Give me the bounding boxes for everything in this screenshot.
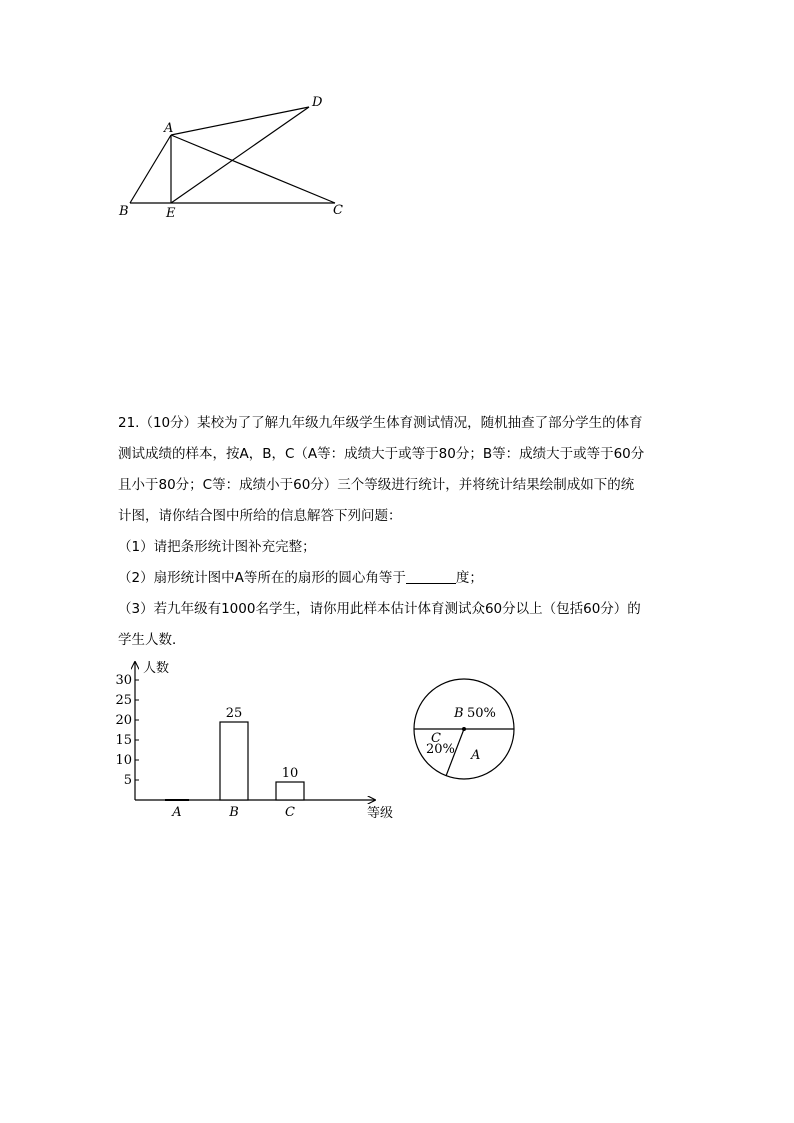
y-tick-label: 30	[115, 673, 132, 688]
bar-C	[276, 782, 304, 800]
pie-percent-B: 50%	[467, 706, 496, 721]
segment-AB	[130, 135, 171, 203]
bar-chart	[110, 655, 410, 825]
label-D: D	[312, 95, 323, 110]
question-3-line-2: 学生人数．	[118, 632, 186, 648]
segment-AC	[171, 135, 335, 203]
label-C: C	[333, 203, 343, 218]
question-1: （1）请把条形统计图补充完整；	[118, 539, 316, 555]
question-3-line-1: （3）若九年级有1000名学生，请你用此样本估计体育测试众60分以上（包括60分）的	[118, 601, 641, 617]
y-tick-label: 15	[115, 733, 132, 748]
problem-line-3: 且小于80分；C等：成绩小于60分）三个等级进行统计，并将统计结果绘制成如下的统	[118, 477, 635, 493]
triangle-figure	[110, 90, 360, 230]
category-label-B: B	[229, 805, 239, 820]
category-label-C: C	[285, 805, 295, 820]
y-tick-label: 5	[123, 773, 132, 788]
pie-center	[462, 727, 466, 731]
y-tick-label: 10	[115, 753, 132, 768]
pie-percent-C: 20%	[426, 742, 455, 757]
problem-21	[118, 408, 678, 656]
answer-blank	[406, 569, 456, 584]
category-label-A: A	[172, 805, 182, 820]
label-E: E	[166, 206, 176, 221]
pie-label-B: B	[454, 706, 464, 721]
y-tick-label: 20	[115, 713, 132, 728]
label-B: B	[119, 204, 129, 219]
question-2: （2）扇形统计图中A等所在的扇形的圆心角等于 度；	[118, 570, 483, 586]
y-tick-label: 25	[115, 693, 132, 708]
problem-line-4: 计图，请你结合图中所给的信息解答下列问题：	[118, 508, 402, 524]
data-label-B: 25	[225, 706, 243, 721]
pie-label-A: A	[471, 748, 481, 763]
label-A: A	[164, 121, 174, 136]
bar-B	[220, 722, 248, 800]
pie-label-C: C	[431, 731, 441, 746]
x-axis-label: 等级	[367, 806, 394, 821]
y-axis-label: 人数	[143, 661, 170, 676]
problem-line-2: 测试成绩的样本，按A，B，C（A等：成绩大于或等于80分；B等：成绩大于或等于60分	[118, 446, 645, 462]
problem-line-1: 21.（10分）某校为了了解九年级九年级学生体育测试情况，随机抽查了部分学生的体育	[118, 415, 643, 431]
pie-chart	[405, 672, 525, 792]
data-label-C: 10	[281, 766, 299, 781]
